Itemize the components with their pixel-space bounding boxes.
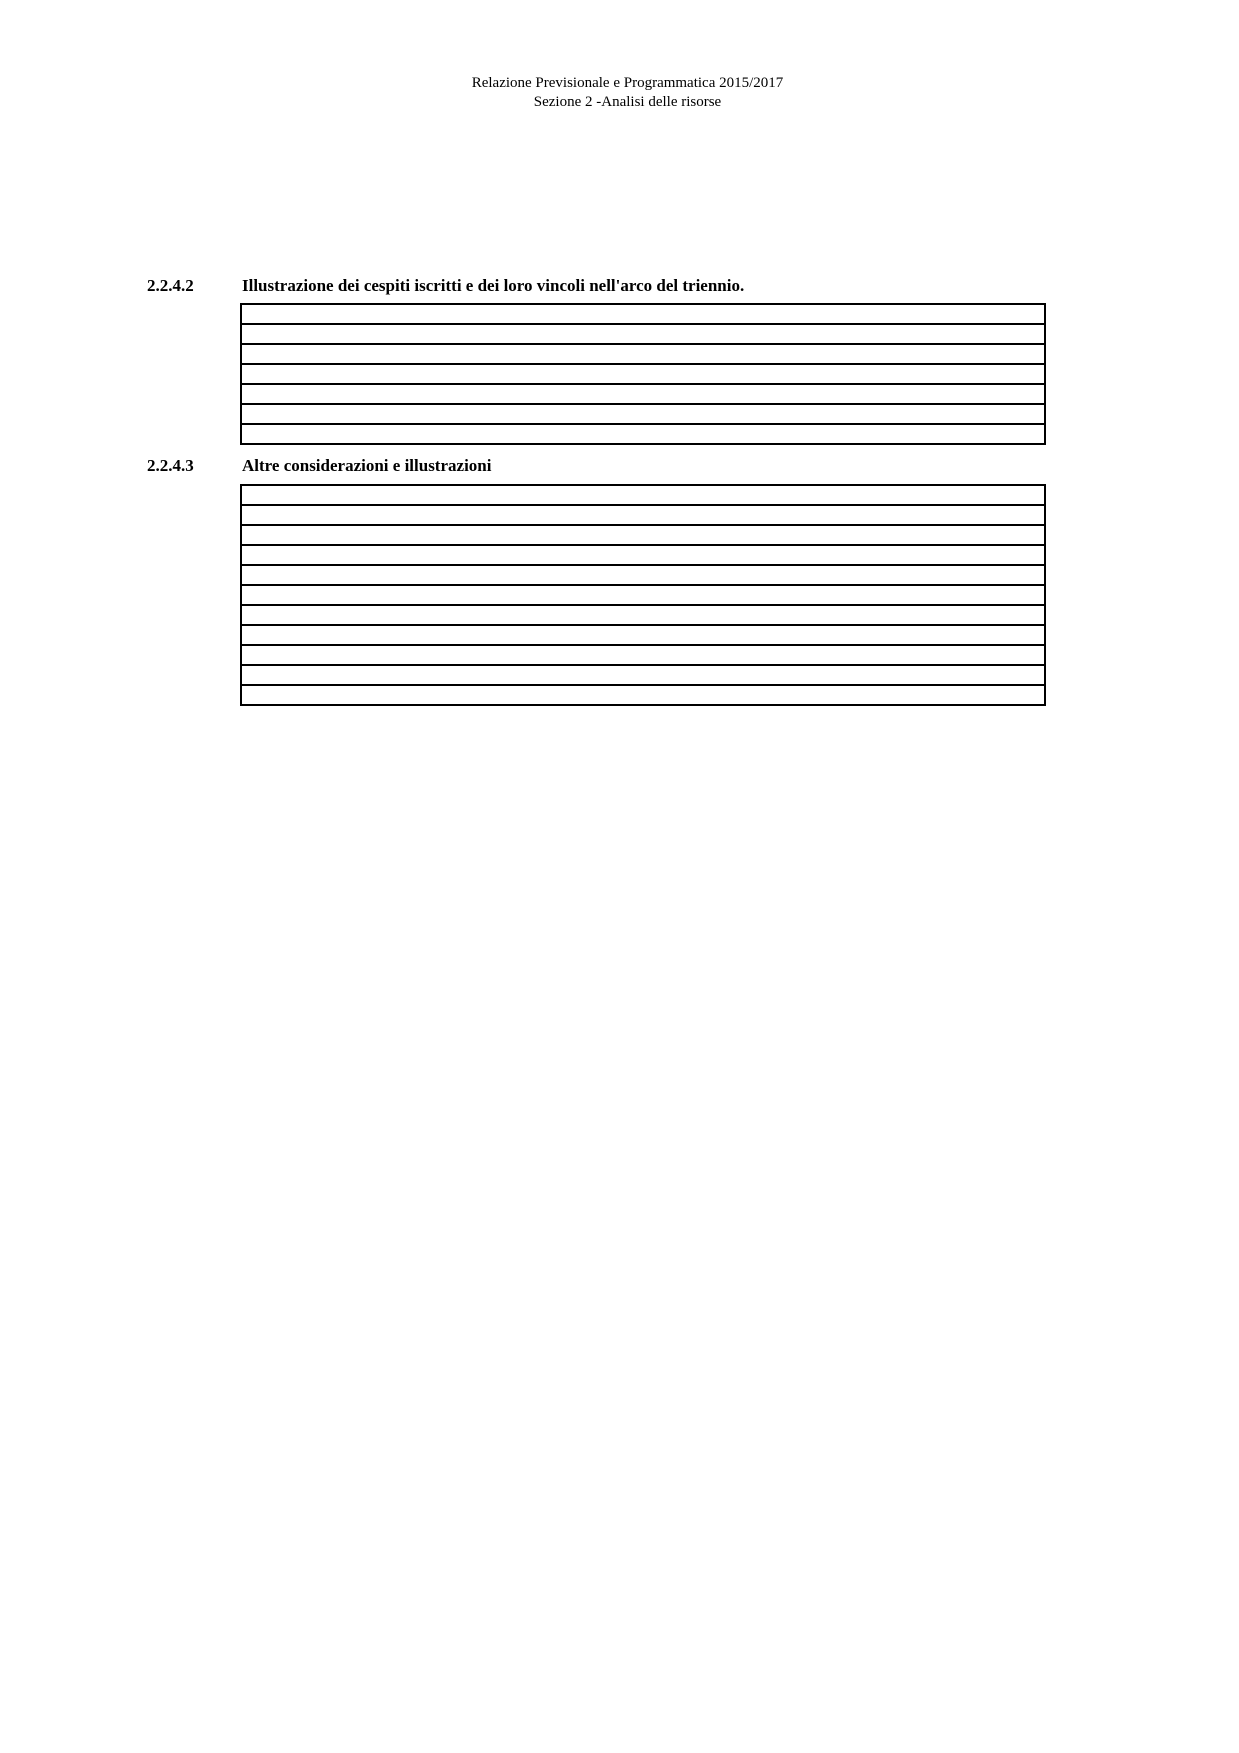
section-title: Altre considerazioni e illustrazioni: [242, 456, 492, 475]
table-body: [241, 304, 1045, 444]
table-row: [241, 585, 1045, 605]
table-row: [241, 384, 1045, 404]
section-heading-cespiti: [147, 276, 744, 296]
table-row: [241, 344, 1045, 364]
table-row: [241, 625, 1045, 645]
section-heading-altre: [147, 456, 491, 476]
section-number: 2.2.4.2: [147, 276, 194, 295]
table-row: [241, 505, 1045, 525]
table-row: [241, 605, 1045, 625]
table-cell: [241, 304, 1045, 324]
table-body: [241, 485, 1045, 705]
header-title: Relazione Previsionale e Programmatica 2015/2017: [471, 75, 784, 91]
table-row: [241, 565, 1045, 585]
table-row: [241, 545, 1045, 565]
table-row: [241, 364, 1045, 384]
section-number: 2.2.4.3: [147, 456, 194, 475]
table-row: [241, 645, 1045, 665]
table-row: [241, 485, 1045, 505]
table-cell: [241, 324, 1045, 344]
table-row: [241, 304, 1045, 324]
table-cell: [241, 505, 1045, 525]
header-subtitle: Sezione 2 -Analisi delle risorse: [533, 94, 722, 110]
table-altre-considerazioni: [240, 484, 1046, 706]
table-row: [241, 685, 1045, 705]
table-cell: [241, 605, 1045, 625]
table-cell: [241, 585, 1045, 605]
table-cell: [241, 525, 1045, 545]
table-cell: [241, 364, 1045, 384]
table-cell: [241, 645, 1045, 665]
table-cell: [241, 344, 1045, 364]
table-cell: [241, 424, 1045, 444]
table-row: [241, 404, 1045, 424]
table-cell: [241, 485, 1045, 505]
table-row: [241, 424, 1045, 444]
table-cell: [241, 625, 1045, 645]
table-cell: [241, 685, 1045, 705]
table-cespiti: [240, 303, 1046, 445]
section-title: Illustrazione dei cespiti iscritti e dei loro vincoli nell'arco del triennio.: [242, 276, 745, 295]
table-cell: [241, 404, 1045, 424]
table-row: [241, 525, 1045, 545]
table-cell: [241, 665, 1045, 685]
table-cell: [241, 545, 1045, 565]
table-cell: [241, 565, 1045, 585]
table-row: [241, 665, 1045, 685]
page-header: [0, 74, 1239, 112]
table-cell: [241, 384, 1045, 404]
table-row: [241, 324, 1045, 344]
